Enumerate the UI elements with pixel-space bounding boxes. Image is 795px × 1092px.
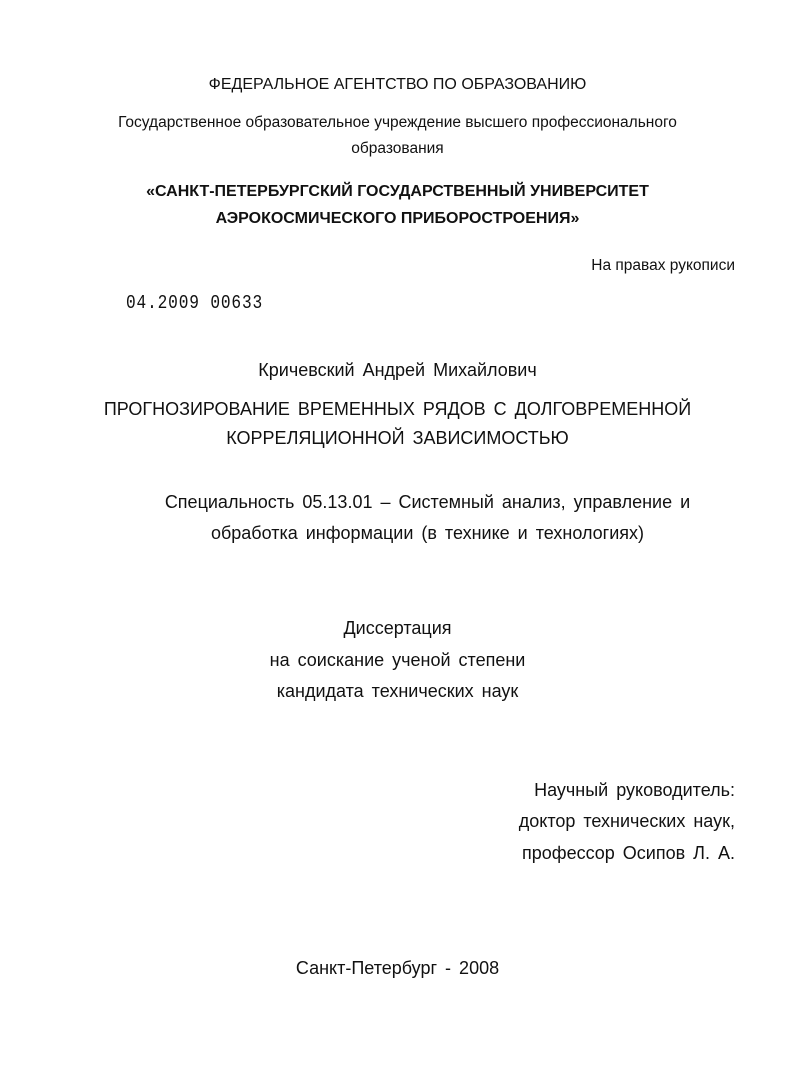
specialty-line1: Специальность 05.13.01 – Системный анализ, управление и xyxy=(164,492,691,512)
institution-line1: Государственное образовательное учреждение высшего профессионального xyxy=(118,114,677,131)
registration-stamp: 04.2009 00633 xyxy=(126,292,264,314)
specialty-line2: обработка информации (в технике и технологиях) xyxy=(210,523,645,543)
city-year: Санкт-Петербург - 2008 xyxy=(295,958,500,978)
title-line2: КОРРЕЛЯЦИОННОЙ ЗАВИСИМОСТЬЮ xyxy=(226,428,569,448)
agency: ФЕДЕРАЛЬНОЕ АГЕНТСТВО ПО ОБРАЗОВАНИЮ xyxy=(208,76,587,93)
university-line2: АЭРОКОСМИЧЕСКОГО ПРИБОРОСТРОЕНИЯ» xyxy=(215,210,580,227)
degree-line1: на соискание ученой степени xyxy=(269,650,526,670)
manuscript-note: На правах рукописи xyxy=(591,257,735,274)
degree-line2: кандидата технических наук xyxy=(276,681,519,701)
institution-line2: образования xyxy=(351,140,444,157)
supervisor-label: Научный руководитель: xyxy=(534,780,735,800)
author-name: Кричевский Андрей Михайлович xyxy=(258,360,537,380)
supervisor-degree: доктор технических наук, xyxy=(518,811,735,831)
university-line1: «САНКТ-ПЕТЕРБУРГСКИЙ ГОСУДАРСТВЕННЫЙ УНИВЕРСИТЕТ xyxy=(146,183,649,200)
supervisor-name: профессор Осипов Л. А. xyxy=(521,843,735,863)
document-type: Диссертация xyxy=(343,618,452,638)
title-line1: ПРОГНОЗИРОВАНИЕ ВРЕМЕННЫХ РЯДОВ С ДОЛГОВРЕМЕННОЙ xyxy=(103,399,692,419)
